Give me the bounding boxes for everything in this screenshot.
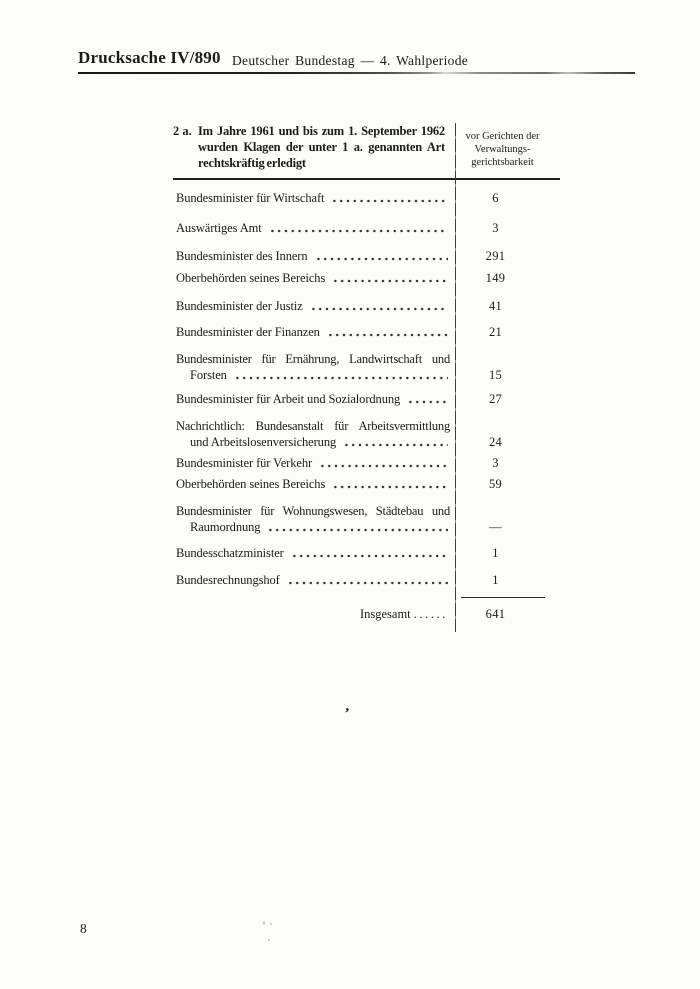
table-row (173, 351, 560, 383)
value-header-line: Verwaltungs- (474, 144, 531, 155)
leader-dots (327, 333, 448, 337)
leader-dots (407, 400, 448, 404)
value-column-header (455, 127, 560, 169)
question-line: Im Jahre 1961 und bis zum 1. September 1962 (198, 124, 445, 138)
table-row (173, 324, 560, 340)
row-value: 41 (488, 299, 503, 313)
total-value: 641 (485, 607, 506, 621)
row-label-text: Bundesminister für Wohnungswesen, Städtebau und (176, 504, 450, 518)
table-header (173, 123, 560, 180)
row-label-text: Nachrichtlich: Bundesanstalt für Arbeitsvermittlung (176, 419, 450, 433)
row-label-text: Raumordnung (190, 520, 261, 534)
doc-reference: Drucksache IV/890 (78, 48, 221, 67)
row-label (173, 324, 455, 340)
question-line: rechtskräftig erledigt (198, 156, 306, 170)
table-row (173, 572, 560, 588)
statistics-table (173, 123, 560, 622)
table-row (173, 248, 560, 264)
row-value: 6 (492, 191, 499, 205)
page-number: 8 (80, 921, 87, 936)
question-line: wurden Klagen der unter 1 a. genannten Art (198, 140, 445, 154)
table-row (173, 418, 560, 450)
table-row (173, 545, 560, 561)
table-row (173, 476, 560, 492)
value-header-line: gerichtsbarkeit (471, 157, 534, 168)
masthead-rule (78, 72, 635, 74)
scan-speck (260, 920, 276, 944)
leader-dots (267, 528, 448, 532)
table-row (173, 503, 560, 535)
row-value: 1 (492, 573, 499, 587)
row-value: 3 (492, 221, 499, 235)
row-label (173, 351, 455, 383)
total-rule (461, 597, 545, 598)
table-row (173, 391, 560, 407)
row-value: 3 (492, 456, 499, 470)
row-label (173, 572, 455, 588)
leader-dots (332, 279, 448, 283)
row-label-text: Bundesminister für Arbeit und Sozialordnung (176, 392, 401, 406)
row-label-text: Oberbehörden seines Bereichs (176, 477, 326, 491)
value-header-line: vor Gerichten der (465, 131, 540, 142)
table-row (173, 270, 560, 286)
table-row (173, 220, 560, 236)
leader-dots (269, 229, 448, 233)
row-label-text: Bundesminister für Wirtschaft (176, 191, 325, 205)
row-label-text: Bundesminister des Innern (176, 249, 308, 263)
row-label (173, 391, 455, 407)
leader-dots (234, 376, 448, 380)
row-label (173, 455, 455, 471)
leader-dots (319, 464, 448, 468)
leader-dots (287, 581, 448, 585)
row-label-text: und Arbeitslosenversicherung (190, 435, 337, 449)
row-label (173, 476, 455, 492)
row-value: 24 (488, 435, 503, 449)
row-label (173, 545, 455, 561)
table-row (173, 455, 560, 471)
leader-dots (331, 199, 448, 203)
row-label (173, 298, 455, 314)
row-label-text: Bundesrechnungshof (176, 573, 280, 587)
row-label-text: Forsten (190, 368, 227, 382)
row-label-text: Bundesminister für Verkehr (176, 456, 313, 470)
total-leader-dots: ...... (413, 607, 448, 621)
row-value: 21 (488, 325, 503, 339)
table-row (173, 190, 560, 206)
row-label-text: Bundesminister für Ernährung, Landwirtschaft und (176, 352, 450, 366)
row-label-text: Oberbehörden seines Bereichs (176, 271, 326, 285)
table-row (173, 298, 560, 314)
row-value: 1 (492, 546, 499, 560)
row-value: 291 (485, 249, 506, 263)
total-row (173, 606, 560, 622)
row-label-text: Bundesschatzminister (176, 546, 284, 560)
row-label-text: Bundesminister der Finanzen (176, 325, 320, 339)
row-label (173, 248, 455, 264)
stray-ink-mark: ’ (342, 705, 351, 723)
row-value: — (489, 520, 502, 534)
leader-dots (332, 485, 448, 489)
row-value: 27 (488, 392, 503, 406)
row-label (173, 503, 455, 535)
item-number: 2 a. (173, 124, 192, 138)
row-label (173, 270, 455, 286)
leader-dots (310, 307, 448, 311)
total-label: Insgesamt ...... (359, 607, 448, 621)
row-value: 59 (488, 477, 503, 491)
row-value: 149 (485, 271, 506, 285)
row-label (173, 220, 455, 236)
question-header-cell (173, 123, 455, 173)
row-value: 15 (488, 368, 503, 382)
row-label-text: Bundesminister der Justiz (176, 299, 303, 313)
leader-dots (291, 554, 448, 558)
masthead-title: Deutscher Bundestag — 4. Wahlperiode (232, 53, 469, 68)
column-divider (455, 123, 456, 632)
row-label (173, 190, 455, 206)
leader-dots (315, 257, 448, 261)
row-label (173, 418, 455, 450)
question-text (198, 123, 445, 173)
leader-dots (343, 443, 448, 447)
row-label-text: Auswärtiges Amt (176, 221, 262, 235)
